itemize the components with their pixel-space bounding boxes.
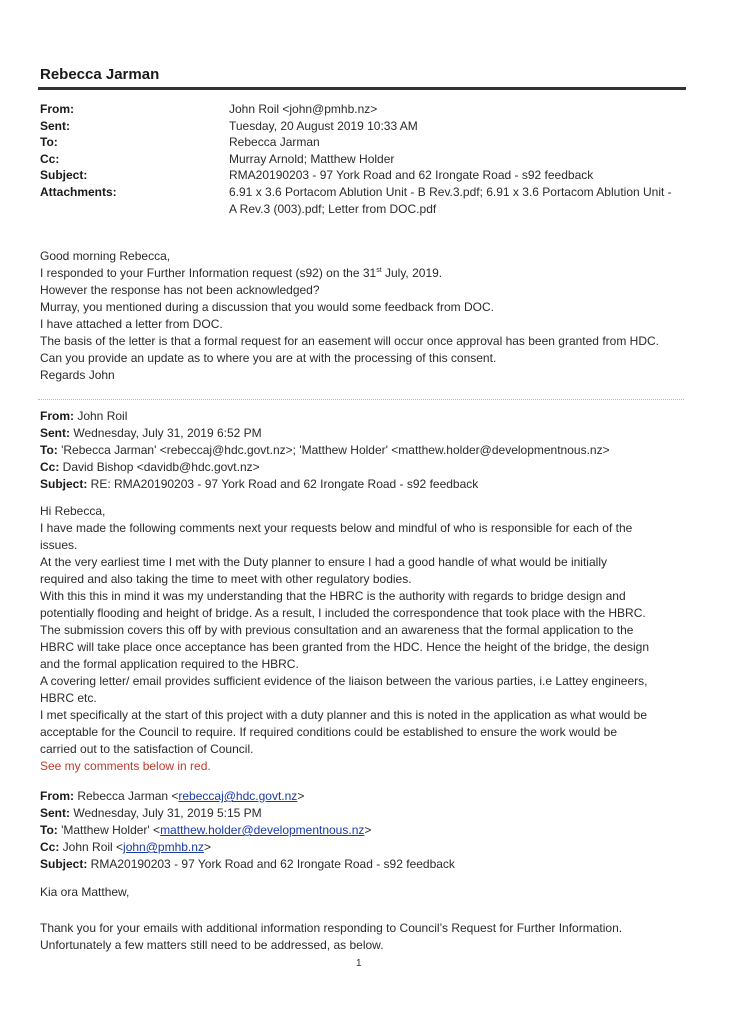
e2-line: required and also taking the time to meet with other regulatory bodies.: [40, 572, 412, 586]
e2-from: From: John Roil: [40, 409, 128, 423]
e2-sent: Sent: Wednesday, July 31, 2019 6:52 PM: [40, 426, 262, 440]
e3-cc: Cc: John Roil <john@pmhb.nz>: [40, 840, 211, 854]
body1-line: Murray, you mentioned during a discussion that you would some feedback from DOC.: [40, 300, 494, 314]
mailbox-owner-name: Rebecca Jarman: [40, 66, 160, 83]
header-cc-value: Murray Arnold; Matthew Holder: [229, 152, 395, 166]
body1-line: The basis of the letter is that a formal request for an easement will occur once approval has been granted from HDC.: [40, 334, 659, 348]
e2-line: HBRC etc.: [40, 691, 97, 705]
e2-line: At the very earliest time I met with the Duty planner to ensure I had a good handle of what would be initially: [40, 555, 607, 569]
e3-subject: Subject: RMA20190203 - 97 York Road and 62 Irongate Road - s92 feedback: [40, 857, 455, 871]
e3-from-email-link[interactable]: rebeccaj@hdc.govt.nz: [178, 789, 298, 803]
e3-to-email-link[interactable]: matthew.holder@developmentnous.nz: [160, 823, 365, 837]
e2-line: and the formal application required to the HBRC.: [40, 657, 299, 671]
header-sent-label: Sent:: [40, 119, 70, 133]
e3-cc-email-link[interactable]: john@pmhb.nz: [123, 840, 204, 854]
e3-sent: Sent: Wednesday, July 31, 2019 5:15 PM: [40, 806, 262, 820]
body1-line: Can you provide an update as to where you are at with the processing of this consent.: [40, 351, 497, 365]
header-subject-label: Subject:: [40, 168, 88, 182]
e2-line: I have made the following comments next your requests below and mindful of who is responsible for each of the: [40, 521, 633, 535]
e2-line: I met specifically at the start of this project with a duty planner and this is noted in the application as what would be: [40, 708, 648, 722]
attachments-line-1: 6.91 x 3.6 Portacom Ablution Unit - B Rev.3.pdf; 6.91 x 3.6 Portacom Ablution Unit -: [229, 185, 672, 199]
header-sent-value: Tuesday, 20 August 2019 10:33 AM: [229, 119, 418, 133]
e2-line: potentially flooding and height of bridge. As a result, I included the correspondence that took place with the HBRC.: [40, 606, 646, 620]
body1-line: Regards John: [40, 368, 115, 382]
body1-line: Good morning Rebecca,: [40, 249, 171, 263]
e3-to: To: 'Matthew Holder' <matthew.holder@developmentnous.nz>: [40, 823, 372, 837]
body1-line: However the response has not been acknowledged?: [40, 283, 320, 297]
e2-line: acceptable for the Council to require. If required conditions could be established to ensure the work would be: [40, 725, 618, 739]
quoted-email-2-header: [40, 408, 690, 493]
e2-line: With this this in mind it was my understanding that the HBRC is the authority with regards to bridge design and: [40, 589, 626, 603]
quoted-email-3-header: [40, 788, 690, 873]
quoted-email-3-body: [40, 920, 690, 954]
e3-line: Thank you for your emails with additional information responding to Council’s Request for Further Information.: [40, 921, 623, 935]
e2-to: To: 'Rebecca Jarman' <rebeccaj@hdc.govt.nz>; 'Matthew Holder' <matthew.holder@developmentnous.nz>: [40, 443, 610, 457]
header-to-value: Rebecca Jarman: [229, 135, 320, 149]
attachments-line-2: A Rev.3 (003).pdf; Letter from DOC.pdf: [229, 202, 437, 216]
e2-cc: Cc: David Bishop <davidb@hdc.govt.nz>: [40, 460, 260, 474]
quoted-email-2-body: [40, 503, 690, 775]
header-attachments-label: Attachments:: [40, 185, 117, 199]
header-cc-label: Cc:: [40, 152, 60, 166]
e2-subject: Subject: RE: RMA20190203 - 97 York Road and 62 Irongate Road - s92 feedback: [40, 477, 479, 491]
e2-line: carried out to the satisfaction of Council.: [40, 742, 254, 756]
e2-line: A covering letter/ email provides sufficient evidence of the liaison between the various parties, i.e Lattey engineers,: [40, 674, 648, 688]
header-subject-value: RMA20190203 - 97 York Road and 62 Irongate Road - s92 feedback: [229, 168, 594, 182]
e2-line: issues.: [40, 538, 78, 552]
header-from-label: From:: [40, 102, 74, 116]
e3-line: Unfortunately a few matters still need to be addressed, as below.: [40, 938, 384, 952]
e2-line: HBRC will take place once acceptance has been granted from the HDC. Hence the height of the bridge, the design: [40, 640, 650, 654]
red-comment-note: See my comments below in red.: [40, 759, 211, 773]
header-rule: [38, 87, 686, 90]
e3-greeting: Kia ora Matthew,: [40, 885, 130, 899]
header-attachments-value: [229, 184, 689, 218]
e2-line: The submission covers this off by with previous consultation and an awareness that the formal application to the: [40, 623, 634, 637]
e2-line: Hi Rebecca,: [40, 504, 106, 518]
body1-line: I responded to your Further Information request (s92) on the 31st July, 2019.: [40, 266, 443, 280]
header-to-label: To:: [40, 135, 58, 149]
header-from-value: John Roil <john@pmhb.nz>: [229, 102, 378, 116]
body1-line: I have attached a letter from DOC.: [40, 317, 223, 331]
email-body-1: [40, 248, 690, 384]
page-number: 1: [356, 958, 362, 969]
quote-separator: [38, 399, 684, 400]
e3-from: From: Rebecca Jarman <rebeccaj@hdc.govt.nz>: [40, 789, 305, 803]
